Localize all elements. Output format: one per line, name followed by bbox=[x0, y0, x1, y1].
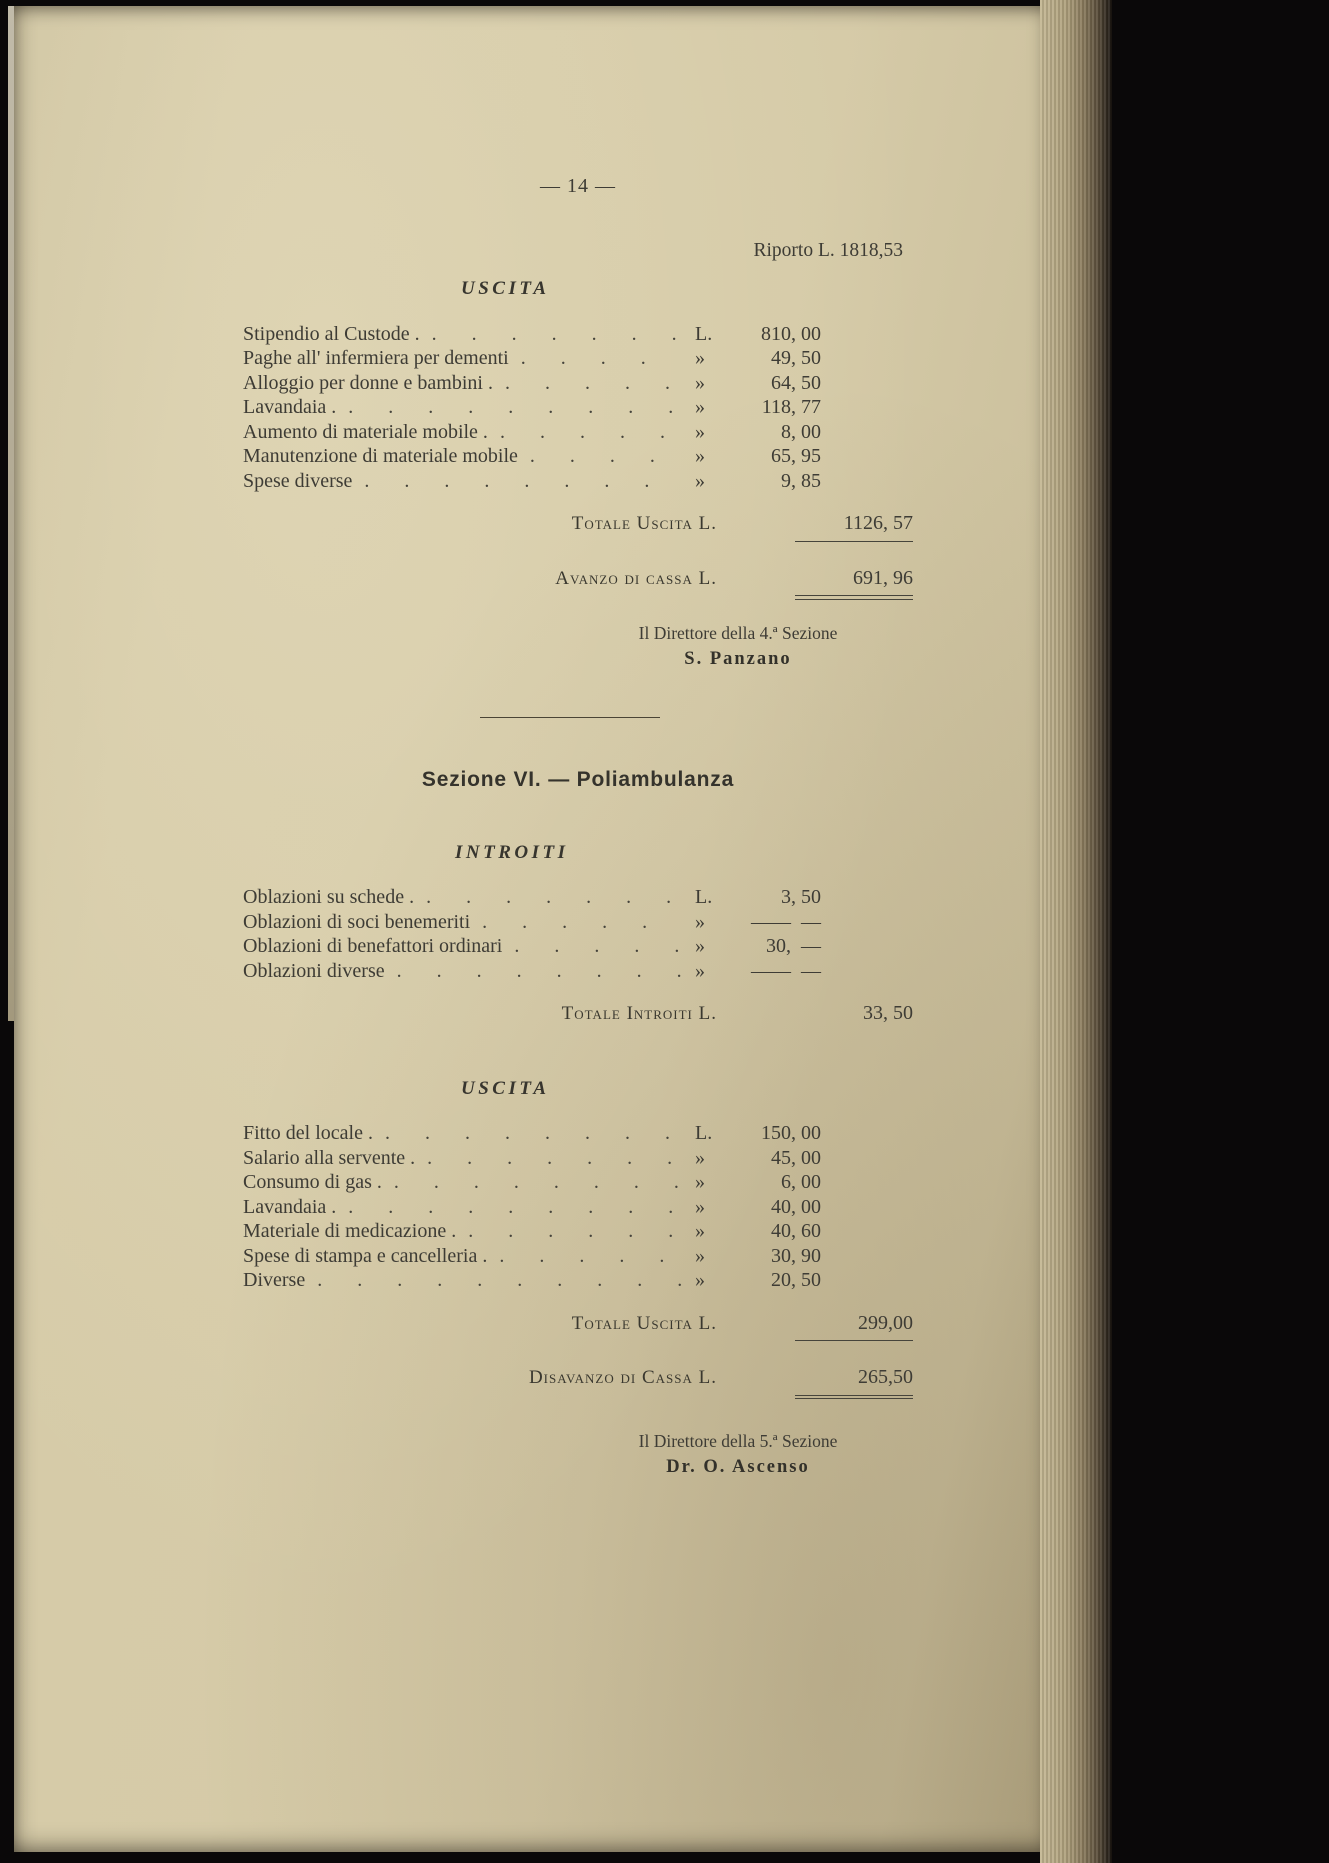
dot-leader bbox=[427, 1146, 681, 1171]
totale-uscita-vi-line bbox=[243, 1311, 913, 1342]
uscita-heading: USCITA bbox=[461, 1077, 550, 1099]
table-row bbox=[243, 1121, 913, 1146]
section-title: Sezione VI. — Poliambulanza bbox=[421, 768, 735, 791]
row-label: Spese di stampa e cancelleria . bbox=[243, 1244, 488, 1267]
dot-leader bbox=[394, 1170, 681, 1195]
director-name: Dr. O. Ascenso bbox=[666, 1456, 810, 1477]
dot-leader bbox=[317, 1268, 681, 1293]
row-amount: 30, — bbox=[766, 935, 821, 957]
row-label: Salario alla servente . bbox=[243, 1146, 416, 1169]
currency-symbol: » bbox=[695, 910, 705, 933]
dot-leader bbox=[530, 444, 681, 469]
currency-symbol: » bbox=[695, 396, 705, 418]
currency-symbol: » bbox=[695, 1171, 705, 1193]
signature-block bbox=[568, 1430, 908, 1479]
row-label: Alloggio per donne e bambini . bbox=[243, 371, 493, 394]
section-divider bbox=[480, 717, 660, 718]
director-name: S. Panzano bbox=[684, 649, 792, 669]
table-row bbox=[243, 1170, 913, 1195]
table-row bbox=[243, 910, 913, 935]
total-amount: 1126, 57 bbox=[795, 511, 913, 542]
table-row bbox=[243, 1268, 913, 1293]
table-row bbox=[243, 885, 913, 910]
riporto-line: Riporto L. 1818,53 bbox=[753, 239, 903, 261]
row-label: Diverse bbox=[243, 1269, 306, 1291]
total-label: Totale Uscita L. bbox=[571, 1312, 717, 1334]
avanzo-line bbox=[243, 566, 913, 597]
currency-symbol: » bbox=[695, 1244, 705, 1267]
uscita-heading: USCITA bbox=[461, 278, 550, 299]
currency-symbol: » bbox=[695, 1220, 705, 1242]
row-label: Lavandaia . bbox=[243, 396, 337, 418]
uscita-table bbox=[243, 322, 913, 494]
row-label: Oblazioni di benefattori ordinari bbox=[243, 935, 503, 957]
total-amount: 299,00 bbox=[795, 1311, 913, 1342]
row-amount: —— — bbox=[751, 910, 821, 933]
dot-leader bbox=[521, 346, 681, 371]
table-row bbox=[243, 1146, 913, 1171]
dot-leader bbox=[468, 1219, 681, 1244]
currency-symbol: » bbox=[695, 347, 705, 369]
table-row bbox=[243, 346, 913, 371]
dot-leader bbox=[500, 420, 681, 445]
row-label: Paghe all' infermiera per dementi bbox=[243, 347, 509, 369]
table-row bbox=[243, 420, 913, 445]
currency-symbol: L. bbox=[695, 322, 713, 345]
row-amount: 810, 00 bbox=[761, 322, 821, 345]
dot-leader bbox=[505, 371, 681, 396]
currency-symbol: L. bbox=[695, 1122, 713, 1144]
total-amount: 33, 50 bbox=[863, 1002, 913, 1024]
row-label: Oblazioni su schede . bbox=[243, 886, 415, 908]
row-amount: 8, 00 bbox=[781, 420, 821, 443]
total-label: Disavanzo di Cassa L. bbox=[528, 1367, 717, 1388]
currency-symbol: » bbox=[695, 1146, 705, 1169]
row-label: Oblazioni di soci benemeriti bbox=[243, 910, 471, 933]
director-title: Il Direttore della 5.ª Sezione bbox=[638, 1430, 838, 1451]
row-amount: 45, 00 bbox=[771, 1146, 821, 1169]
row-label: Stipendio al Custode . bbox=[243, 322, 420, 345]
row-label: Oblazioni diverse bbox=[243, 959, 385, 982]
dot-leader bbox=[499, 1244, 681, 1269]
table-row bbox=[243, 1219, 913, 1244]
currency-symbol: » bbox=[695, 469, 705, 492]
signature-block bbox=[568, 622, 908, 671]
row-amount: —— — bbox=[751, 959, 821, 982]
table-row bbox=[243, 1244, 913, 1269]
table-row bbox=[243, 934, 913, 959]
row-label: Consumo di gas . bbox=[243, 1171, 382, 1193]
dot-leader bbox=[385, 1121, 681, 1146]
book-page-edges bbox=[1040, 0, 1112, 1863]
page-number: — 14 — bbox=[540, 175, 616, 197]
table-row bbox=[243, 469, 913, 494]
row-amount: 65, 95 bbox=[771, 445, 821, 467]
row-amount: 118, 77 bbox=[761, 396, 821, 418]
row-label: Fitto del locale . bbox=[243, 1122, 373, 1144]
total-amount: 691, 96 bbox=[795, 566, 913, 597]
currency-symbol: » bbox=[695, 1195, 705, 1218]
currency-symbol: » bbox=[695, 1269, 705, 1291]
row-label: Materiale di medicazione . bbox=[243, 1220, 457, 1242]
total-label: Totale Introiti L. bbox=[561, 1003, 717, 1024]
dot-leader bbox=[426, 885, 681, 910]
page bbox=[14, 6, 1040, 1852]
row-label: Lavandaia . bbox=[243, 1195, 337, 1218]
dot-leader bbox=[364, 469, 681, 494]
dot-leader bbox=[348, 1195, 681, 1220]
currency-symbol: » bbox=[695, 420, 705, 443]
row-amount: 20, 50 bbox=[771, 1269, 821, 1291]
row-amount: 6, 00 bbox=[781, 1171, 821, 1193]
currency-symbol: » bbox=[695, 445, 705, 467]
total-label: Avanzo di cassa L. bbox=[555, 567, 717, 589]
currency-symbol: » bbox=[695, 935, 705, 957]
table-row bbox=[243, 959, 913, 984]
table-row bbox=[243, 371, 913, 396]
dot-leader bbox=[397, 959, 681, 984]
page-content bbox=[243, 6, 913, 1479]
row-label: Spese diverse bbox=[243, 469, 353, 492]
table-row bbox=[243, 395, 913, 420]
row-label: Manutenzione di materiale mobile bbox=[243, 445, 518, 467]
table-row bbox=[243, 1195, 913, 1220]
row-label: Aumento di materiale mobile . bbox=[243, 420, 488, 443]
row-amount: 150, 00 bbox=[761, 1122, 821, 1144]
dot-leader bbox=[482, 910, 681, 935]
currency-symbol: » bbox=[695, 959, 705, 982]
table-row bbox=[243, 444, 913, 469]
row-amount: 3, 50 bbox=[781, 886, 821, 908]
dot-leader bbox=[514, 934, 681, 959]
row-amount: 64, 50 bbox=[771, 371, 821, 394]
introiti-table bbox=[243, 885, 913, 983]
table-row bbox=[243, 322, 913, 347]
totale-uscita-line bbox=[243, 511, 913, 542]
row-amount: 30, 90 bbox=[771, 1244, 821, 1267]
currency-symbol: » bbox=[695, 371, 705, 394]
introiti-heading: INTROITI bbox=[455, 841, 569, 863]
total-label: Totale Uscita L. bbox=[571, 513, 717, 534]
uscita-vi-table bbox=[243, 1121, 913, 1293]
row-amount: 40, 60 bbox=[771, 1220, 821, 1242]
dot-leader bbox=[432, 322, 681, 347]
currency-symbol: L. bbox=[695, 886, 713, 908]
row-amount: 40, 00 bbox=[771, 1195, 821, 1218]
disavanzo-line bbox=[243, 1365, 913, 1396]
row-amount: 9, 85 bbox=[781, 469, 821, 492]
total-amount: 265,50 bbox=[795, 1365, 913, 1396]
row-amount: 49, 50 bbox=[771, 347, 821, 369]
totale-introiti-line bbox=[243, 1001, 913, 1031]
director-title: Il Direttore della 4.ª Sezione bbox=[638, 623, 838, 643]
dot-leader bbox=[348, 395, 681, 420]
